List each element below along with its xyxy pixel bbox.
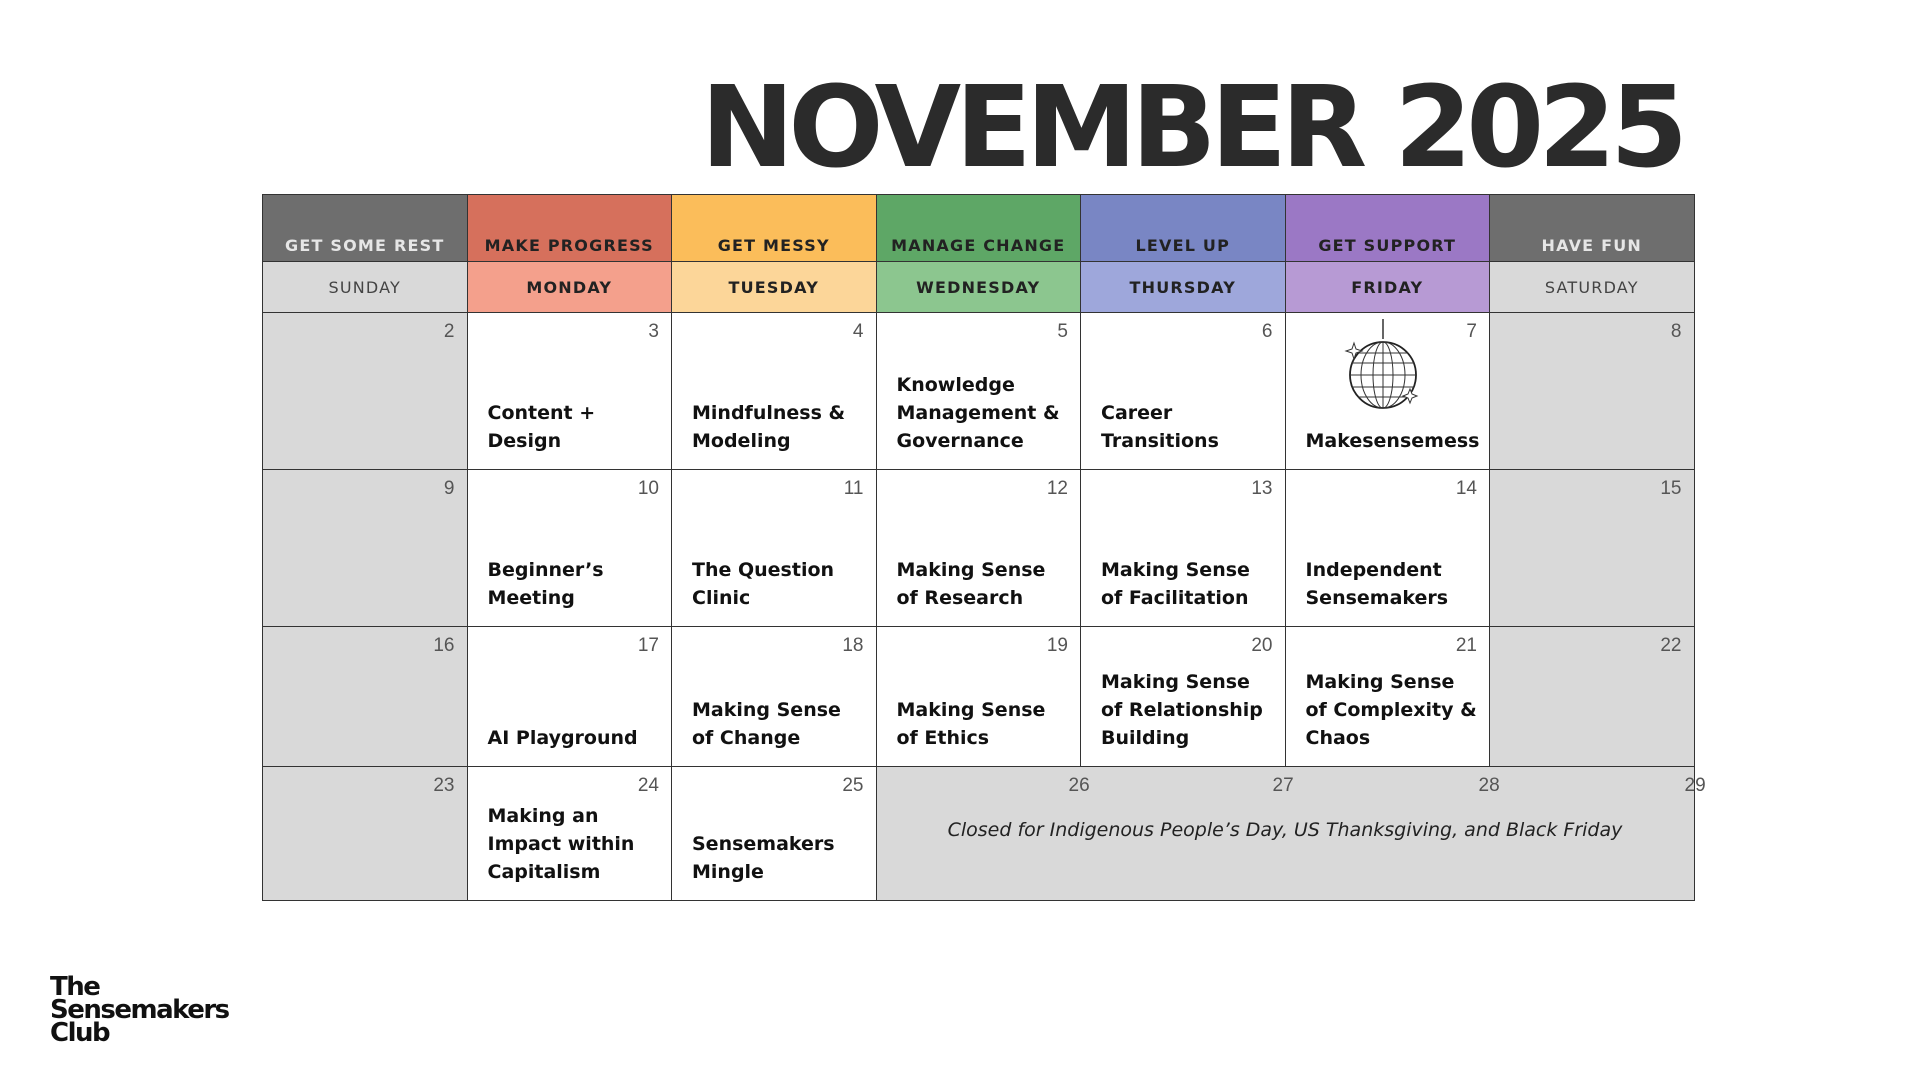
day-name-header: TUESDAY (672, 262, 877, 313)
day-cell (876, 627, 1081, 767)
day-cell (672, 767, 877, 901)
theme-header: MAKE PROGRESS (467, 195, 672, 262)
event-title: Makesensemess (1305, 430, 1480, 452)
week-row (263, 313, 1695, 470)
day-number: 13 (1251, 478, 1273, 499)
day-number: 19 (1046, 635, 1068, 656)
event-title: Making Sense of Facilitation (1101, 559, 1250, 609)
day-cell (263, 767, 468, 901)
day-number: 20 (1251, 635, 1273, 656)
day-number: 27 (1272, 775, 1294, 796)
day-number: 22 (1660, 635, 1682, 656)
week-row (263, 767, 1695, 901)
event-title: Making Sense of Ethics (896, 699, 1046, 749)
day-cell (467, 313, 672, 470)
event-title: Making Sense of Complexity & Chaos (1305, 671, 1477, 749)
day-number: 23 (433, 775, 455, 796)
day-name-header: SATURDAY (1490, 262, 1695, 313)
day-cell (1490, 470, 1695, 627)
theme-header: MANAGE CHANGE (876, 195, 1081, 262)
day-cell (263, 470, 468, 627)
theme-header: LEVEL UP (1081, 195, 1286, 262)
day-name-header: WEDNESDAY (876, 262, 1081, 313)
day-number: 29 (1684, 775, 1706, 796)
day-number: 16 (433, 635, 455, 656)
day-number: 3 (648, 321, 659, 342)
day-cell (876, 313, 1081, 470)
day-cell (876, 470, 1081, 627)
day-number: 11 (843, 478, 864, 499)
logo-line: Sensemakers (50, 995, 229, 1025)
day-number: 7 (1466, 321, 1477, 342)
logo-line: Club (50, 1018, 110, 1048)
day-cell (1490, 627, 1695, 767)
day-cell (672, 627, 877, 767)
day-number: 2 (443, 321, 455, 342)
theme-header: HAVE FUN (1490, 195, 1695, 262)
day-cell (1285, 627, 1490, 767)
day-number: 17 (637, 635, 659, 656)
logo-line: The (50, 972, 100, 1002)
day-number: 15 (1660, 478, 1682, 499)
day-name-header: FRIDAY (1285, 262, 1490, 313)
day-number: 8 (1670, 321, 1682, 342)
week-row (263, 627, 1695, 767)
theme-row (263, 195, 1695, 262)
day-number: 6 (1261, 321, 1273, 342)
day-cell (1490, 313, 1695, 470)
day-name-header: SUNDAY (263, 262, 468, 313)
day-number: 9 (443, 478, 455, 499)
event-title: Sensemakers Mingle (692, 833, 835, 883)
day-number: 12 (1046, 478, 1068, 499)
closed-days-cell (876, 767, 1706, 901)
disco-ball-icon (1344, 319, 1422, 409)
day-number: 21 (1455, 635, 1477, 656)
day-cell (467, 470, 672, 627)
day-number: 24 (637, 775, 659, 796)
day-cell (467, 627, 672, 767)
theme-header: GET MESSY (672, 195, 877, 262)
event-title: Independent Sensemakers (1305, 559, 1449, 609)
day-number: 25 (842, 775, 864, 796)
event-title: Making Sense of Change (692, 699, 841, 749)
club-logo (50, 972, 229, 1048)
event-title: Career Transitions (1101, 402, 1219, 452)
week-row (263, 470, 1695, 627)
day-number: 5 (1057, 321, 1068, 342)
event-title: Making Sense of Relationship Building (1101, 671, 1263, 749)
day-number: 18 (842, 635, 864, 656)
event-title: Knowledge Management & Governance (896, 374, 1060, 452)
theme-header: GET SUPPORT (1285, 195, 1490, 262)
day-number: 10 (637, 478, 659, 499)
page-title: NOVEMBER 2025 (700, 63, 1682, 193)
day-name-header: THURSDAY (1081, 262, 1286, 313)
day-cell (672, 313, 877, 470)
day-number: 14 (1455, 478, 1477, 499)
day-cell (1081, 313, 1286, 470)
closed-notice: Closed for Indigenous People’s Day, US Thanksgiving, and Black Friday (947, 819, 1623, 841)
day-name-row (263, 262, 1695, 313)
day-number: 26 (1068, 775, 1090, 796)
day-number: 28 (1478, 775, 1500, 796)
event-title: The Question Clinic (692, 559, 835, 609)
closed-day-numbers (877, 775, 1706, 799)
calendar-grid (262, 194, 1706, 901)
day-cell (263, 627, 468, 767)
calendar-body (263, 313, 1706, 901)
day-cell (1081, 470, 1286, 627)
event-title: Making an Impact within Capitalism (487, 805, 635, 883)
day-cell (1081, 627, 1286, 767)
day-name-header: MONDAY (467, 262, 672, 313)
day-cell (1285, 313, 1490, 470)
day-cell (467, 767, 672, 901)
day-cell (672, 470, 877, 627)
day-cell (1285, 470, 1490, 627)
day-number: 4 (852, 321, 864, 342)
event-title: AI Playground (487, 727, 638, 749)
event-title: Making Sense of Research (896, 559, 1046, 609)
event-title: Mindfulness & Modeling (692, 402, 846, 452)
event-title: Beginner’s Meeting (487, 559, 604, 609)
theme-header: GET SOME REST (263, 195, 468, 262)
day-cell (263, 313, 468, 470)
event-title: Content + Design (487, 402, 596, 452)
